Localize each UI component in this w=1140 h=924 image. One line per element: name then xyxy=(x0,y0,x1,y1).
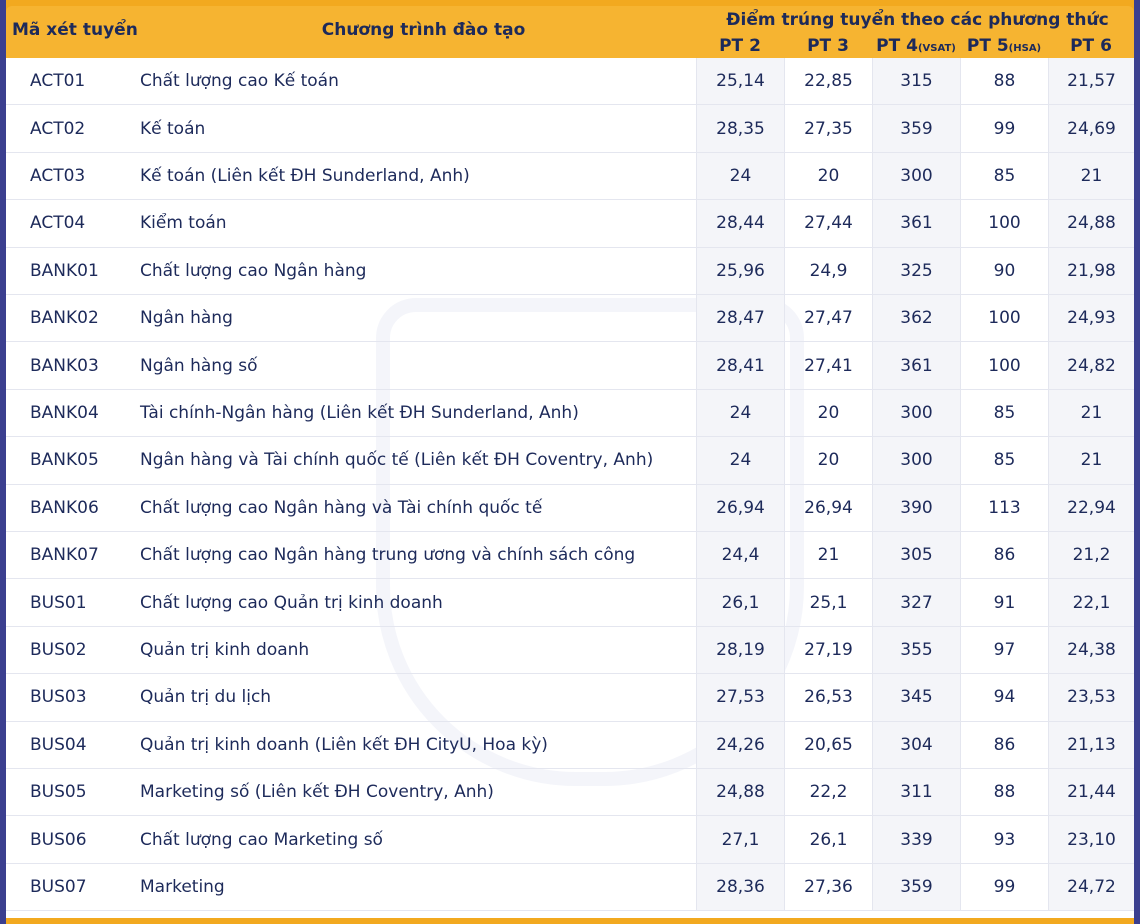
cell-score-pt4: 325 xyxy=(872,248,960,294)
table-row xyxy=(6,105,1134,152)
table-row xyxy=(6,579,1134,626)
cell-score-pt3: 27,35 xyxy=(784,105,872,151)
cell-code: ACT03 xyxy=(30,165,86,186)
cell-score-pt6: 21 xyxy=(1048,390,1134,436)
cell-score-pt6: 22,94 xyxy=(1048,485,1134,531)
cell-score-pt6: 24,38 xyxy=(1048,627,1134,673)
header-pt6: PT 6 xyxy=(1070,36,1112,56)
table-row xyxy=(6,864,1134,911)
cell-score-pt6: 24,72 xyxy=(1048,864,1134,910)
cell-score-pt3: 27,36 xyxy=(784,864,872,910)
cell-score-pt4: 300 xyxy=(872,390,960,436)
cell-code: BUS06 xyxy=(30,829,87,850)
cell-program: Chất lượng cao Kế toán xyxy=(140,71,339,92)
cell-score-pt6: 23,53 xyxy=(1048,674,1134,720)
cell-program: Chất lượng cao Ngân hàng xyxy=(140,260,367,281)
cell-program: Tài chính-Ngân hàng (Liên kết ĐH Sunderland, Anh) xyxy=(140,402,579,423)
cell-score-pt3: 26,53 xyxy=(784,674,872,720)
cell-score-pt6: 24,82 xyxy=(1048,342,1134,388)
cell-program: Kế toán xyxy=(140,118,206,139)
cell-score-pt2: 26,1 xyxy=(696,579,784,625)
cell-program: Quản trị kinh doanh xyxy=(140,639,310,660)
table-header xyxy=(6,6,1134,58)
cell-score-pt2: 25,14 xyxy=(696,58,784,104)
cell-score-pt5: 94 xyxy=(960,674,1048,720)
cell-score-pt2: 24 xyxy=(696,437,784,483)
table-row xyxy=(6,248,1134,295)
cell-score-pt4: 327 xyxy=(872,579,960,625)
cell-score-pt2: 24,4 xyxy=(696,532,784,578)
cell-score-pt5: 99 xyxy=(960,864,1048,910)
cell-score-pt6: 21,13 xyxy=(1048,722,1134,768)
table-row xyxy=(6,769,1134,816)
cell-score-pt6: 21,44 xyxy=(1048,769,1134,815)
cell-score-pt4: 305 xyxy=(872,532,960,578)
cell-code: BANK07 xyxy=(30,545,99,566)
cell-program: Marketing xyxy=(140,876,225,897)
cell-score-pt3: 20,65 xyxy=(784,722,872,768)
cell-program: Chất lượng cao Marketing số xyxy=(140,829,383,850)
cell-score-pt6: 24,88 xyxy=(1048,200,1134,246)
cell-score-pt2: 28,44 xyxy=(696,200,784,246)
cell-program: Kiểm toán xyxy=(140,213,227,234)
cell-score-pt5: 100 xyxy=(960,295,1048,341)
cell-score-pt3: 21 xyxy=(784,532,872,578)
cell-code: ACT02 xyxy=(30,118,86,139)
cell-score-pt6: 22,1 xyxy=(1048,579,1134,625)
table-row xyxy=(6,153,1134,200)
table-row xyxy=(6,674,1134,721)
cell-score-pt2: 28,36 xyxy=(696,864,784,910)
cell-program: Ngân hàng xyxy=(140,308,233,329)
cell-score-pt3: 26,94 xyxy=(784,485,872,531)
cell-score-pt2: 28,19 xyxy=(696,627,784,673)
cell-score-pt5: 90 xyxy=(960,248,1048,294)
cell-score-pt4: 359 xyxy=(872,105,960,151)
cell-score-pt3: 27,47 xyxy=(784,295,872,341)
cell-code: BANK05 xyxy=(30,450,99,471)
table-row xyxy=(6,816,1134,863)
header-pt5: PT 5(HSA) xyxy=(966,36,1042,56)
header-program: Chương trình đào tạo xyxy=(321,20,526,40)
cell-score-pt5: 86 xyxy=(960,532,1048,578)
cell-score-pt5: 93 xyxy=(960,816,1048,862)
cell-score-pt4: 304 xyxy=(872,722,960,768)
cell-code: BUS01 xyxy=(30,592,87,613)
header-pt4: PT 4(VSAT) xyxy=(876,36,956,56)
table-row xyxy=(6,485,1134,532)
cell-code: BANK04 xyxy=(30,402,99,423)
cell-code: BANK02 xyxy=(30,308,99,329)
cell-score-pt3: 27,41 xyxy=(784,342,872,388)
cell-score-pt4: 300 xyxy=(872,153,960,199)
cell-score-pt2: 24 xyxy=(696,153,784,199)
cell-score-pt6: 21,57 xyxy=(1048,58,1134,104)
cell-score-pt2: 24 xyxy=(696,390,784,436)
cell-score-pt2: 27,53 xyxy=(696,674,784,720)
cell-score-pt6: 21,98 xyxy=(1048,248,1134,294)
cell-score-pt2: 28,41 xyxy=(696,342,784,388)
cell-code: BANK03 xyxy=(30,355,99,376)
cell-program: Quản trị du lịch xyxy=(140,687,272,708)
cell-score-pt4: 362 xyxy=(872,295,960,341)
cell-score-pt6: 21 xyxy=(1048,153,1134,199)
cell-score-pt5: 99 xyxy=(960,105,1048,151)
cell-code: BUS04 xyxy=(30,734,87,755)
cell-score-pt5: 97 xyxy=(960,627,1048,673)
cell-program: Chất lượng cao Ngân hàng trung ương và chính sách công xyxy=(140,545,636,566)
table-row xyxy=(6,627,1134,674)
cell-score-pt2: 26,94 xyxy=(696,485,784,531)
header-pt3: PT 3 xyxy=(807,36,849,56)
table-row xyxy=(6,295,1134,342)
table-row xyxy=(6,532,1134,579)
cell-score-pt3: 27,44 xyxy=(784,200,872,246)
table-row xyxy=(6,200,1134,247)
cell-program: Kế toán (Liên kết ĐH Sunderland, Anh) xyxy=(140,165,470,186)
cell-program: Ngân hàng và Tài chính quốc tế (Liên kết ĐH Coventry, Anh) xyxy=(140,450,654,471)
cell-score-pt5: 88 xyxy=(960,769,1048,815)
scores-table xyxy=(6,58,1134,918)
header-pt2: PT 2 xyxy=(719,36,761,56)
cell-score-pt5: 85 xyxy=(960,153,1048,199)
table-row xyxy=(6,58,1134,105)
cell-score-pt5: 85 xyxy=(960,390,1048,436)
cell-score-pt4: 361 xyxy=(872,200,960,246)
table-row xyxy=(6,342,1134,389)
header-code: Mã xét tuyển xyxy=(12,20,138,40)
cell-score-pt4: 355 xyxy=(872,627,960,673)
cell-code: BUS03 xyxy=(30,687,87,708)
cell-score-pt6: 21 xyxy=(1048,437,1134,483)
cell-score-pt2: 27,1 xyxy=(696,816,784,862)
cell-score-pt5: 100 xyxy=(960,342,1048,388)
cell-code: BUS07 xyxy=(30,876,87,897)
cell-score-pt4: 390 xyxy=(872,485,960,531)
cell-score-pt2: 24,88 xyxy=(696,769,784,815)
cell-score-pt4: 361 xyxy=(872,342,960,388)
cell-score-pt3: 20 xyxy=(784,390,872,436)
cell-program: Chất lượng cao Ngân hàng và Tài chính quốc tế xyxy=(140,497,543,518)
cell-score-pt3: 20 xyxy=(784,437,872,483)
cell-program: Quản trị kinh doanh (Liên kết ĐH CityU, Hoa kỳ) xyxy=(140,734,548,755)
cell-score-pt3: 22,85 xyxy=(784,58,872,104)
cell-score-pt3: 26,1 xyxy=(784,816,872,862)
cell-score-pt6: 23,10 xyxy=(1048,816,1134,862)
cell-score-pt5: 88 xyxy=(960,58,1048,104)
cell-score-pt5: 113 xyxy=(960,485,1048,531)
cell-code: ACT04 xyxy=(30,213,86,234)
cell-score-pt3: 24,9 xyxy=(784,248,872,294)
cell-score-pt6: 24,69 xyxy=(1048,105,1134,151)
header-score-group: Điểm trúng tuyển theo các phương thức xyxy=(726,10,1109,30)
table-row xyxy=(6,390,1134,437)
cell-score-pt4: 345 xyxy=(872,674,960,720)
cell-score-pt3: 22,2 xyxy=(784,769,872,815)
cell-score-pt4: 339 xyxy=(872,816,960,862)
table-row xyxy=(6,722,1134,769)
cell-score-pt3: 25,1 xyxy=(784,579,872,625)
cell-score-pt6: 21,2 xyxy=(1048,532,1134,578)
cell-program: Marketing số (Liên kết ĐH Coventry, Anh) xyxy=(140,782,494,803)
cell-score-pt5: 91 xyxy=(960,579,1048,625)
cell-score-pt5: 100 xyxy=(960,200,1048,246)
cell-score-pt5: 86 xyxy=(960,722,1048,768)
cell-score-pt3: 20 xyxy=(784,153,872,199)
cell-program: Ngân hàng số xyxy=(140,355,258,376)
cell-score-pt4: 300 xyxy=(872,437,960,483)
cell-score-pt2: 25,96 xyxy=(696,248,784,294)
cell-score-pt6: 24,93 xyxy=(1048,295,1134,341)
cell-score-pt4: 311 xyxy=(872,769,960,815)
cell-code: BANK06 xyxy=(30,497,99,518)
cell-program: Chất lượng cao Quản trị kinh doanh xyxy=(140,592,443,613)
cell-score-pt2: 28,35 xyxy=(696,105,784,151)
cell-score-pt2: 24,26 xyxy=(696,722,784,768)
cell-code: ACT01 xyxy=(30,71,86,92)
cell-score-pt4: 359 xyxy=(872,864,960,910)
cell-score-pt2: 28,47 xyxy=(696,295,784,341)
table-row xyxy=(6,437,1134,484)
cell-score-pt5: 85 xyxy=(960,437,1048,483)
cell-code: BUS05 xyxy=(30,782,87,803)
cell-score-pt4: 315 xyxy=(872,58,960,104)
cell-code: BANK01 xyxy=(30,260,99,281)
cell-code: BUS02 xyxy=(30,639,87,660)
cell-score-pt3: 27,19 xyxy=(784,627,872,673)
